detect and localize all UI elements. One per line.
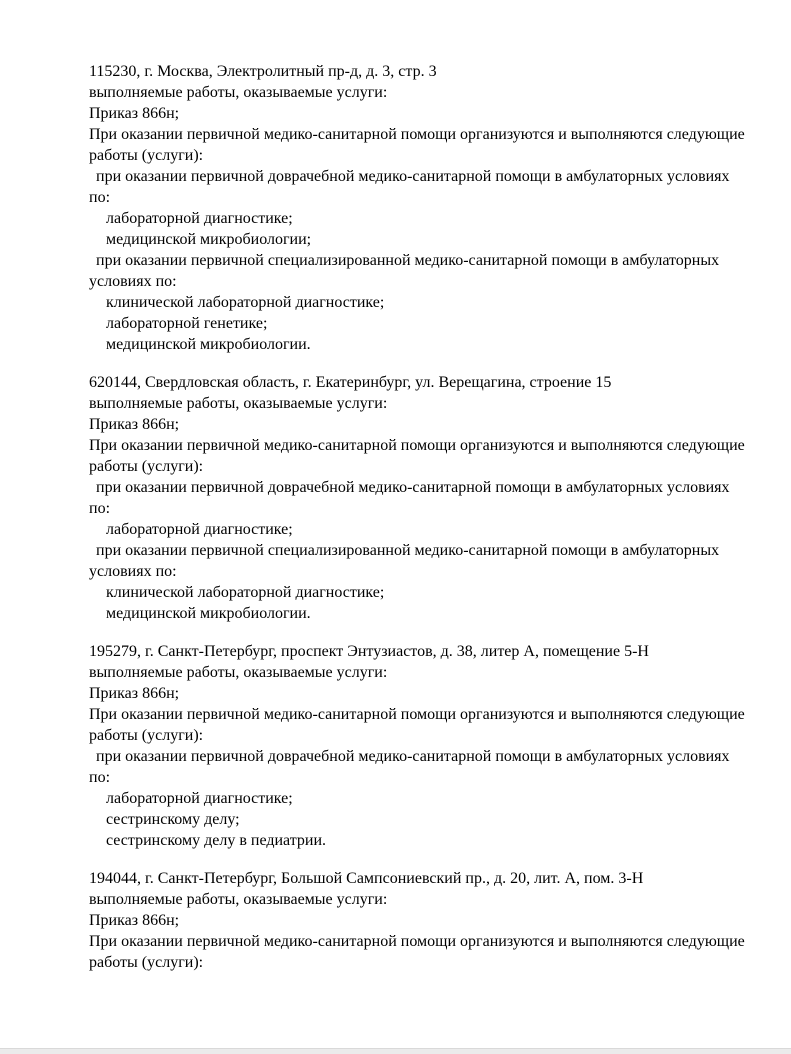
text-line: медицинской микробиологии. [106,605,311,622]
text-line: при оказании первичной доврачебной медико-санитарной помощи в амбулаторных условиях [96,748,730,765]
text-line: При оказании первичной медико-санитарной помощи организуются и выполняются следующие [89,933,745,950]
text-line: Приказ 866н; [89,416,180,433]
text-line: работы (услуги): [89,458,204,475]
text-line: при оказании первичной доврачебной медико-санитарной помощи в амбулаторных условиях [96,168,730,185]
text-line: при оказании первичной доврачебной медико-санитарной помощи в амбулаторных условиях [96,479,730,496]
address-line: 195279, г. Санкт-Петербург, проспект Энтузиастов, д. 38, литер А, помещение 5-Н [89,643,649,660]
text-line: условиях по: [89,273,177,290]
text-line: лабораторной диагностике; [106,790,293,807]
text-line: сестринскому делу в педиатрии. [106,832,327,849]
text-line: При оказании первичной медико-санитарной помощи организуются и выполняются следующие [89,126,745,143]
address-block [89,641,749,851]
address-block [89,868,749,973]
document-content [89,61,749,990]
text-line: лабораторной генетике; [106,315,268,332]
address-line: 115230, г. Москва, Электролитный пр-д, д. 3, стр. 3 [89,63,437,80]
text-line: Приказ 866н; [89,685,180,702]
text-line: выполняемые работы, оказываемые услуги: [89,664,388,681]
text-line: при оказании первичной специализированной медико-санитарной помощи в амбулаторных [96,542,720,559]
text-line: условиях по: [89,563,177,580]
text-line: медицинской микробиологии. [106,336,311,353]
text-line: клинической лабораторной диагностике; [106,584,385,601]
address-block [89,372,749,624]
text-line: Приказ 866н; [89,105,180,122]
text-line: лабораторной диагностике; [106,521,293,538]
text-line: выполняемые работы, оказываемые услуги: [89,891,388,908]
text-line: лабораторной диагностике; [106,210,293,227]
text-line: выполняемые работы, оказываемые услуги: [89,395,388,412]
text-line: При оказании первичной медико-санитарной помощи организуются и выполняются следующие [89,706,745,723]
text-line: клинической лабораторной диагностике; [106,294,385,311]
text-line: по: [89,500,111,517]
address-block [89,61,749,355]
text-line: сестринскому делу; [106,811,240,828]
text-line: работы (услуги): [89,727,204,744]
text-line: При оказании первичной медико-санитарной помощи организуются и выполняются следующие [89,437,745,454]
text-line: выполняемые работы, оказываемые услуги: [89,84,388,101]
text-line: Приказ 866н; [89,912,180,929]
text-line: при оказании первичной специализированной медико-санитарной помощи в амбулаторных [96,252,720,269]
horizontal-scrollbar-track[interactable] [0,1048,791,1054]
text-line: работы (услуги): [89,954,204,971]
text-line: работы (услуги): [89,147,204,164]
text-line: медицинской микробиологии; [106,231,312,248]
text-line: по: [89,189,111,206]
address-line: 194044, г. Санкт-Петербург, Большой Сампсониевский пр., д. 20, лит. А, пом. 3-Н [89,870,644,887]
address-line: 620144, Свердловская область, г. Екатеринбург, ул. Верещагина, строение 15 [89,374,612,391]
text-line: по: [89,769,111,786]
